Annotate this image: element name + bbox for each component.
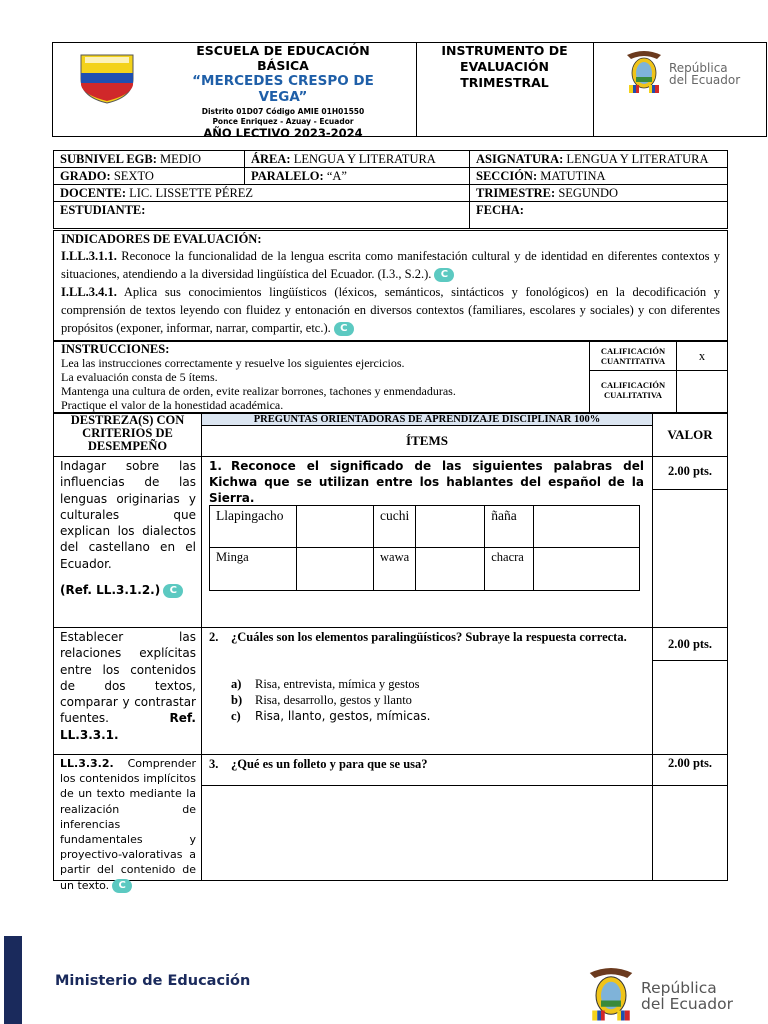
footer-accent-bar <box>4 936 22 1024</box>
q3-destreza: LL.3.3.2. Comprender los contenidos implícitos de un texto mediante la realización de inferencias fundamentales y proyectivo-valorativas a partir del contenido de un texto. C <box>60 757 196 892</box>
kichwa-word: Llapingacho <box>210 506 297 548</box>
instrument-cell <box>416 43 594 136</box>
fecha-field[interactable]: FECHA: <box>470 202 728 229</box>
school-cell <box>53 43 417 140</box>
instruction-line: La evaluación consta de 5 ítems. <box>61 370 218 384</box>
paralelo-cell: PARALELO: “A” <box>245 168 470 185</box>
comment-badge-icon[interactable]: C <box>434 268 454 282</box>
q2-option-c[interactable]: c) Risa, llanto, gestos, mímicas. <box>231 709 431 723</box>
cuantitativa-value-cell[interactable]: x <box>676 342 727 371</box>
kichwa-answer-cell[interactable] <box>297 548 374 591</box>
q3-answer-area[interactable] <box>202 786 652 880</box>
q2-options <box>231 676 631 724</box>
kichwa-answer-cell[interactable] <box>416 506 485 548</box>
kichwa-word: wawa <box>374 548 416 591</box>
student-info-table <box>53 150 728 229</box>
kichwa-word: Minga <box>210 548 297 591</box>
kichwa-answer-cell[interactable] <box>534 548 640 591</box>
q2-value: 2.00 pts. <box>667 637 713 651</box>
kichwa-word: ñaña <box>485 506 534 548</box>
destreza-header: DESTREZA(S) CON CRITERIOS DE DESEMPEÑO <box>70 413 185 453</box>
q1-value: 2.00 pts. <box>667 464 713 478</box>
preguntas-header: PREGUNTAS ORIENTADORAS DE APRENDIZAJE DISCIPLINAR 100% <box>202 414 652 426</box>
indicator-2: I.LL.3.4.1. Aplica sus conocimientos lingüísticos (léxicos, semánticos, sintácticos y fonológicos) en la decodificación y comprensión de textos leyendo con fluidez y entonación en diversos contextos (familiares, escolares y sociales) y con diferentes propósitos (exponer, informar, narrar, compartir, etc.). C <box>61 285 720 335</box>
district-text: Distrito 01D07 Código AMIE 01H01550 <box>201 107 365 116</box>
school-shield-icon <box>77 51 137 105</box>
school-year: AÑO LECTIVO 2023-2024 <box>203 126 363 140</box>
kichwa-answer-cell[interactable] <box>534 506 640 548</box>
q2-destreza: Establecer las relaciones explícitas entre los contenidos de dos textos, comparar y contrastar fuentes. Ref. LL.3.3.1. <box>60 630 196 742</box>
indicators-title: INDICADORES DE EVALUACIÓN: <box>61 232 262 246</box>
q1-destreza: Indagar sobre las influencias de las lenguas originarias y culturales que explican los dialectos del castellano en el Ecuador. (Ref. LL.3.1.2.) C <box>60 459 196 598</box>
footer-republic: República del Ecuador <box>641 979 733 1013</box>
location-text: Ponce Enriquez - Azuay - Ecuador <box>212 117 354 126</box>
cualitativa-value-cell[interactable] <box>676 371 727 412</box>
q2-option-a[interactable]: a) Risa, entrevista, mímica y gestos <box>231 677 420 691</box>
school-name-line2: VEGA” <box>258 89 308 105</box>
indicators-box <box>53 230 728 341</box>
instrument-line2: EVALUACIÓN <box>460 59 549 74</box>
comment-badge-icon[interactable]: C <box>334 322 354 336</box>
q1-ref: (Ref. LL.3.1.2.) <box>60 583 161 598</box>
cualitativa-label-cell: CALIFICACIÓN CUALITATIVA <box>589 371 676 412</box>
school-line2: BÁSICA <box>257 58 309 73</box>
instructions-box <box>53 341 728 413</box>
q3-code: LL.3.3.2. <box>60 757 114 770</box>
items-table <box>53 413 728 892</box>
q3-question: 3. ¿Qué es un folleto y para que se usa? <box>209 757 428 771</box>
asignatura-cell: ASIGNATURA: LENGUA Y LITERATURA <box>470 151 728 168</box>
header-box <box>52 42 767 140</box>
estudiante-field[interactable]: ESTUDIANTE: <box>54 202 470 229</box>
ecuador-coat-of-arms-icon <box>623 47 665 95</box>
cuantitativa-label-cell: CALIFICACIÓN CUANTITATIVA <box>589 342 676 371</box>
docente-cell: DOCENTE: LIC. LISSETTE PÉREZ <box>54 185 470 202</box>
items-header: ÍTEMS <box>406 433 448 448</box>
grado-cell: GRADO: SEXTO <box>54 168 245 185</box>
kichwa-answer-cell[interactable] <box>297 506 374 548</box>
subnivel-cell: SUBNIVEL EGB: MEDIO <box>54 151 245 168</box>
republic-line2: del Ecuador <box>669 73 741 87</box>
instruction-line: Practique el valor de la honestidad académica. <box>61 398 284 412</box>
ministry-name: Ministerio de Educación <box>55 973 251 989</box>
comment-badge-icon[interactable]: C <box>163 584 183 598</box>
ecuador-coat-of-arms-icon <box>583 963 639 1023</box>
q1-question: 1. Reconoce el significado de las siguientes palabras del Kichwa que se utilizan entre los hablantes del español de la Sierra. <box>209 459 644 505</box>
area-cell: ÁREA: LENGUA Y LITERATURA <box>245 151 470 168</box>
q2-question: 2. ¿Cuáles son los elementos paralingüísticos? Subraye la respuesta correcta. <box>209 630 627 644</box>
valor-header: VALOR <box>667 427 713 442</box>
instructions-title: INSTRUCCIONES: <box>61 342 170 356</box>
republic-cell <box>593 43 766 136</box>
instruction-line: Mantenga una cultura de orden, evite realizar borrones, tachones y enmendaduras. <box>61 384 456 398</box>
trimestre-cell: TRIMESTRE: SEGUNDO <box>470 185 728 202</box>
school-name-line1: “MERCEDES CRESPO DE <box>192 73 374 89</box>
instrument-line1: INSTRUMENTO DE <box>441 43 568 58</box>
q2-ref: Ref. LL.3.3.1. <box>60 711 196 742</box>
q3-value: 2.00 pts. <box>667 756 713 770</box>
kichwa-word: chacra <box>485 548 534 591</box>
kichwa-words-table <box>209 505 640 591</box>
comment-badge-icon[interactable]: C <box>112 879 132 893</box>
kichwa-answer-cell[interactable] <box>416 548 485 591</box>
seccion-cell: SECCIÓN: MATUTINA <box>470 168 728 185</box>
instrument-line3: TRIMESTRAL <box>460 75 549 90</box>
school-line1: ESCUELA DE EDUCACIÓN <box>196 43 370 58</box>
kichwa-word: cuchi <box>374 506 416 548</box>
q2-option-b[interactable]: b) Risa, desarrollo, gestos y llanto <box>231 693 412 707</box>
indicator-1: I.LL.3.1.1. Reconoce la funcionalidad de la lengua escrita como manifestación cultural y de identidad en diferentes contextos y situaciones, atendiendo a la diversidad lingüística del Ecuador. (I.3., S.2.). C <box>61 249 720 281</box>
republic-line1: República <box>669 61 728 75</box>
instruction-line: Lea las instrucciones correctamente y resuelve los siguientes ejercicios. <box>61 356 405 370</box>
